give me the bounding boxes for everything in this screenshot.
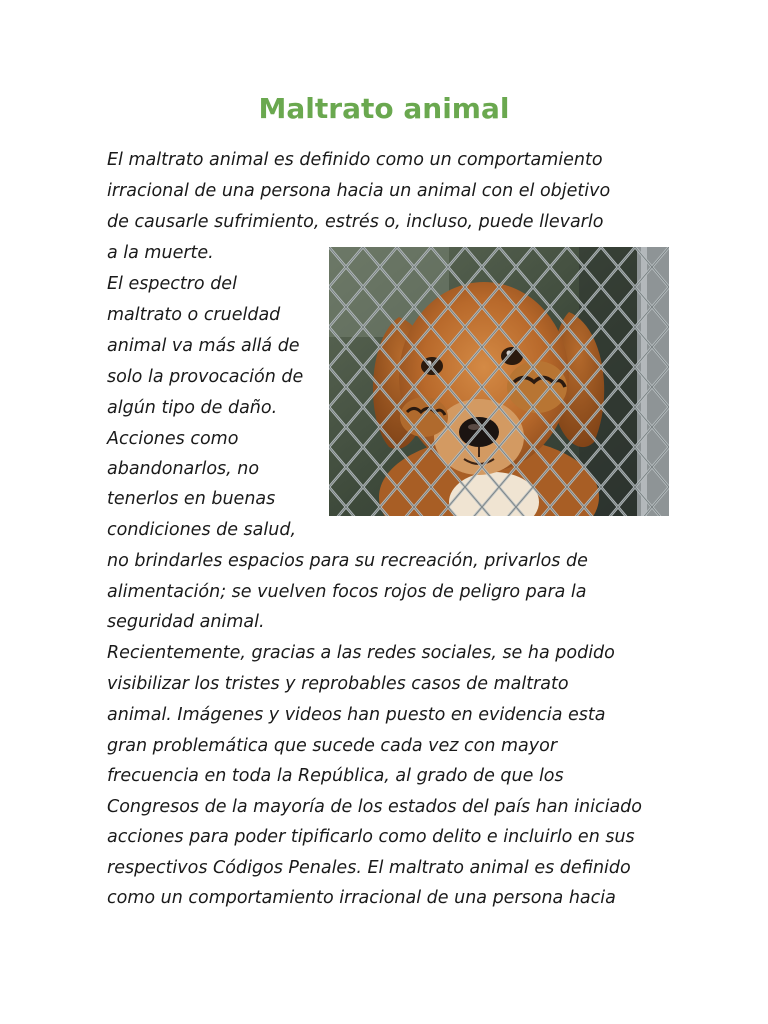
body-line: Acciones como	[107, 429, 239, 449]
body-line: irracional de una persona hacia un animal con el objetivo	[107, 181, 611, 201]
body-line: Congresos de la mayoría de los estados del país han iniciado	[107, 797, 642, 817]
body-line: frecuencia en toda la República, al grado de que los	[107, 766, 564, 786]
body-line: animal va más allá de	[107, 336, 300, 356]
body-line: visibilizar los tristes y reprobables casos de maltrato	[107, 674, 569, 694]
body-line: respectivos Códigos Penales. El maltrato animal es definido	[107, 858, 631, 878]
body-line: maltrato o crueldad	[107, 305, 281, 325]
document-title: Maltrato animal	[258, 92, 510, 125]
body-line: solo la provocación de	[107, 367, 304, 387]
body-line: El maltrato animal es definido como un comportamiento	[107, 150, 603, 170]
body-line: acciones para poder tipificarlo como delito e incluirlo en sus	[107, 827, 635, 847]
body-line: animal. Imágenes y videos han puesto en evidencia esta	[107, 705, 606, 725]
body-line: de causarle sufrimiento, estrés o, incluso, puede llevarlo	[107, 212, 604, 232]
body-line: a la muerte.	[107, 243, 214, 263]
body-line: alimentación; se vuelven focos rojos de peligro para la	[107, 582, 587, 602]
body-line: algún tipo de daño.	[107, 398, 278, 418]
body-line: no brindarles espacios para su recreación, privarlos de	[107, 551, 588, 571]
body-line: El espectro del	[107, 274, 237, 294]
body-line: como un comportamiento irracional de una persona hacia	[107, 888, 616, 908]
body-line: condiciones de salud,	[107, 520, 297, 540]
body-line: tenerlos en buenas	[107, 489, 276, 509]
body-line: Recientemente, gracias a las redes sociales, se ha podido	[107, 643, 615, 663]
body-line: abandonarlos, no	[107, 459, 260, 479]
body-line: seguridad animal.	[107, 612, 265, 632]
dog-behind-fence-photo	[329, 247, 669, 516]
body-line: gran problemática que sucede cada vez con mayor	[107, 736, 558, 756]
